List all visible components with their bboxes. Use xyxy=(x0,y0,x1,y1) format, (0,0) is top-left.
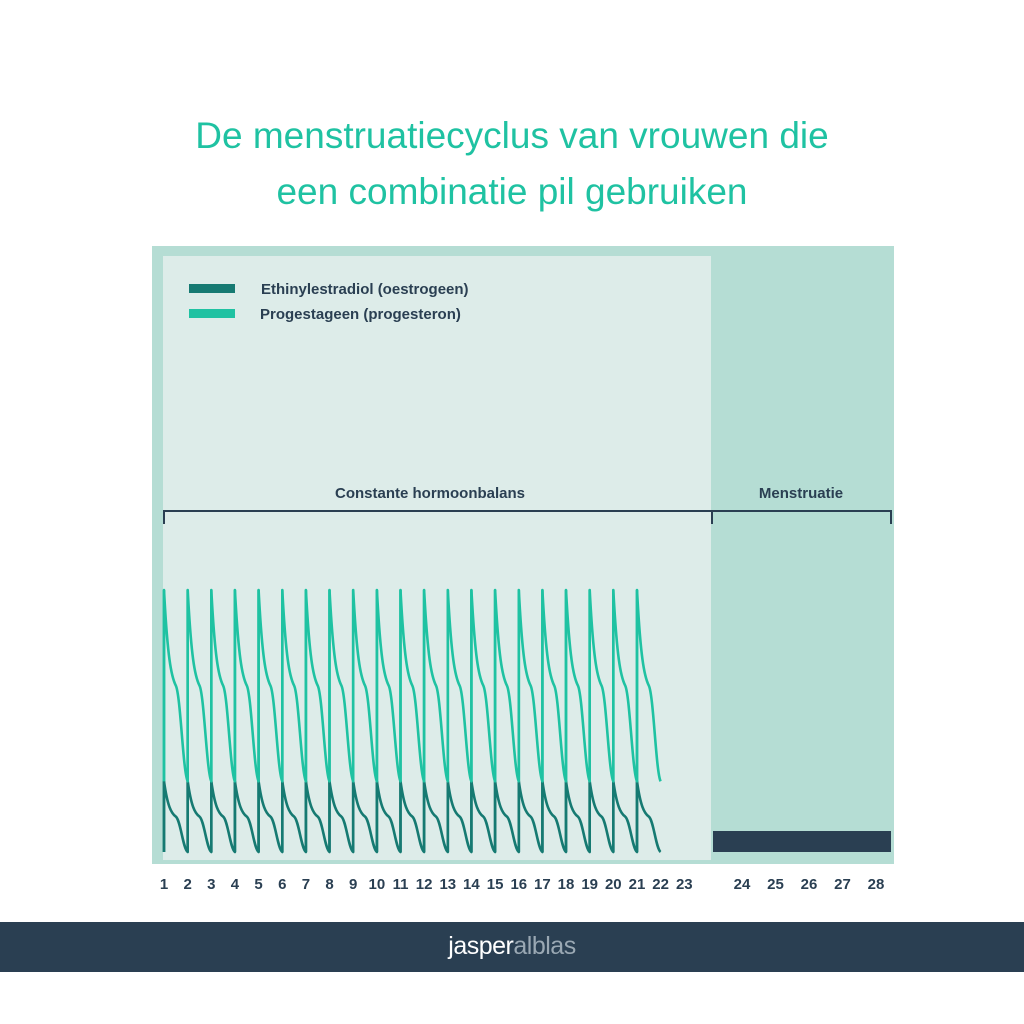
x-tick-label-day-22: 22 xyxy=(652,876,669,893)
x-tick-label-day-28: 28 xyxy=(867,876,885,893)
x-tick-label-day-9: 9 xyxy=(349,876,358,893)
x-tick-label-day-15: 15 xyxy=(486,876,504,893)
chart-title-line-2: een combinatie pil gebruiken xyxy=(276,171,748,212)
x-tick-label-day-27: 27 xyxy=(834,876,851,893)
x-tick-label-day-6: 6 xyxy=(278,876,287,893)
brand-name-part1: jasper xyxy=(448,932,514,960)
x-tick-label-day-21: 21 xyxy=(628,876,646,893)
legend-label-estrogen: Ethinylestradiol (oestrogeen) xyxy=(261,281,469,298)
legend-swatch-estrogen xyxy=(189,284,235,293)
x-tick-label-day-12: 12 xyxy=(415,876,433,893)
x-tick-label-day-23: 23 xyxy=(675,876,693,893)
x-tick-label-day-24: 24 xyxy=(733,876,751,893)
chart-title-line-1: De menstruatiecyclus van vrouwen die xyxy=(195,115,829,156)
x-tick-label-day-4: 4 xyxy=(230,876,240,893)
x-tick-label-day-17: 17 xyxy=(534,876,551,893)
legend-label-progestin: Progestageen (progesteron) xyxy=(260,306,461,323)
x-tick-label-day-1: 1 xyxy=(159,876,169,893)
x-tick-label-day-3: 3 xyxy=(207,876,216,893)
x-axis xyxy=(160,876,885,893)
menstruation-bar xyxy=(713,831,891,852)
x-tick-label-day-13: 13 xyxy=(439,876,457,893)
x-tick-label-day-14: 14 xyxy=(463,876,480,893)
x-tick-label-day-26: 26 xyxy=(800,876,818,893)
x-tick-label-day-16: 16 xyxy=(510,876,528,893)
x-tick-label-day-20: 20 xyxy=(604,876,622,893)
x-tick-label-day-18: 18 xyxy=(557,876,575,893)
phase-label-menstruation: Menstruatie xyxy=(758,485,844,502)
brand-name-part2: alblas xyxy=(513,932,576,960)
x-tick-label-day-5: 5 xyxy=(254,876,263,893)
phase-label-constant: Constante hormoonbalans xyxy=(334,485,526,502)
x-tick-label-day-2: 2 xyxy=(183,876,192,893)
x-tick-label-day-8: 8 xyxy=(325,876,334,893)
x-tick-label-day-10: 10 xyxy=(368,876,386,893)
x-tick-label-day-7: 7 xyxy=(301,876,311,893)
footer-bar xyxy=(0,922,1024,972)
pill-phase-background xyxy=(163,256,711,860)
x-tick-label-day-11: 11 xyxy=(392,876,409,893)
x-tick-label-day-19: 19 xyxy=(581,876,599,893)
legend-swatch-progestin xyxy=(189,309,235,318)
x-tick-label-day-25: 25 xyxy=(767,876,784,893)
